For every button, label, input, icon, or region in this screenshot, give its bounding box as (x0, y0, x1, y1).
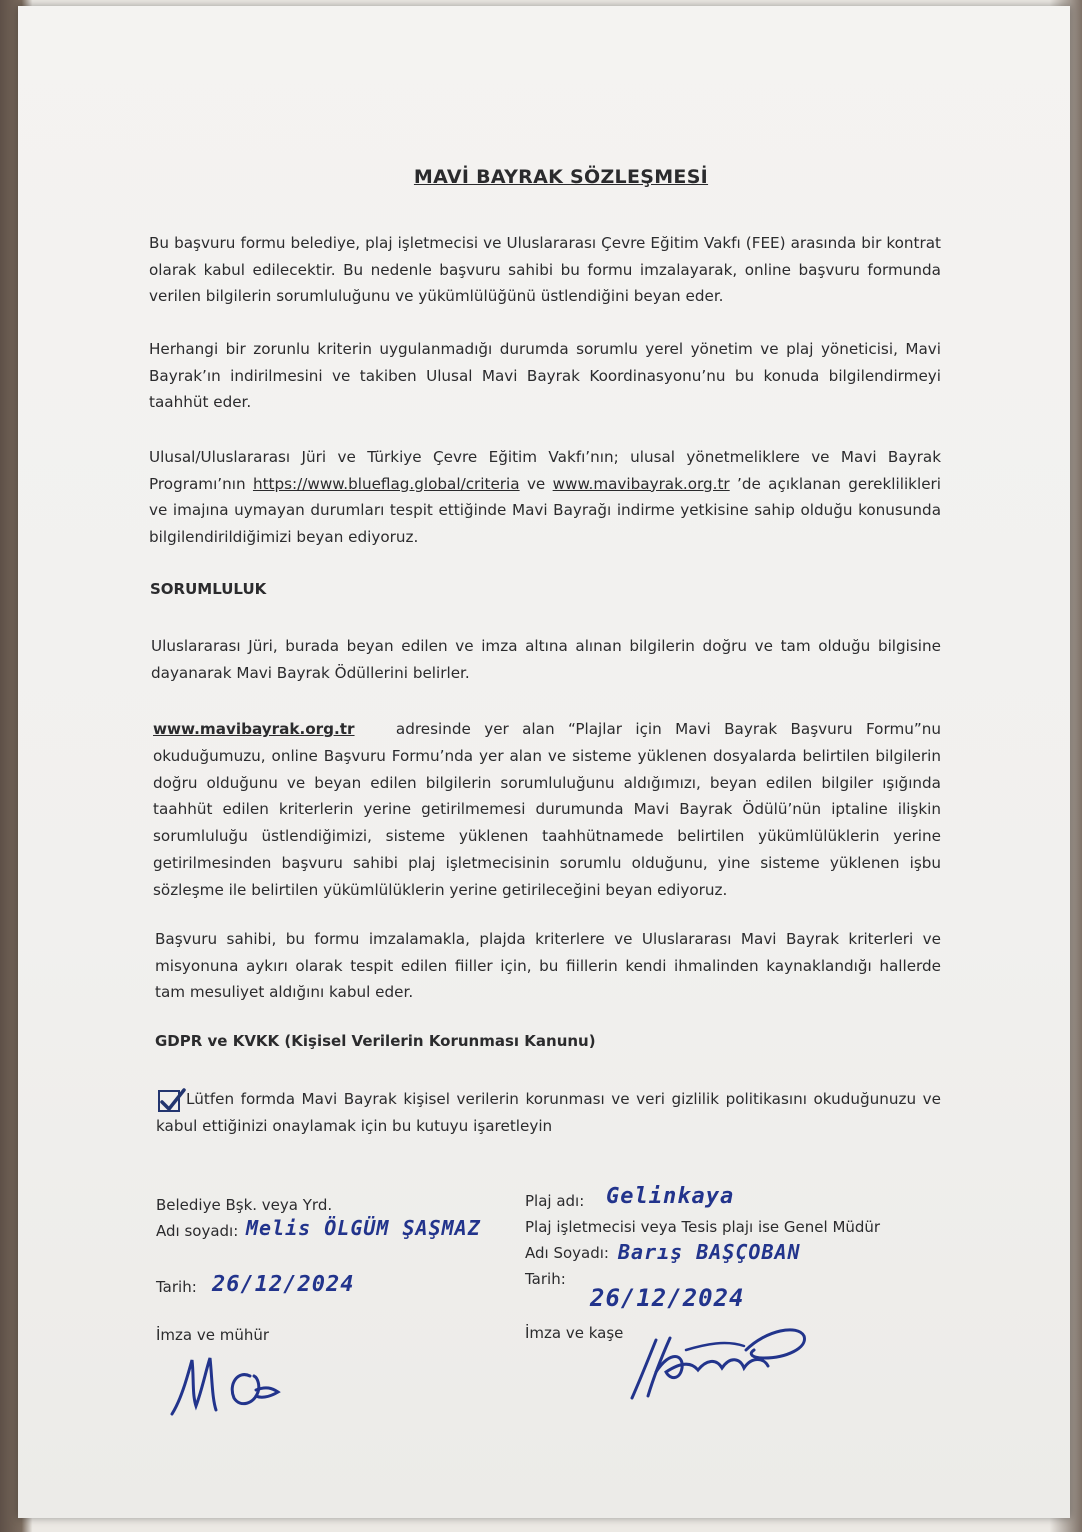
paragraph-jury-authority (149, 444, 941, 550)
left-date-label: Tarih: (156, 1278, 197, 1296)
contract-page (18, 6, 1070, 1518)
paragraph-obligation: Herhangi bir zorunlu kriterin uygulanmadığı durumda sorumlu yerel yönetim ve plaj yöneticisi, Mavi Bayrak’ın indirilmesini ve takiben Ulusal Mavi Bayrak Koordinasyonu’nu bu konuda bilgilendirmeyi taahhüt eder. (149, 340, 941, 411)
paragraph-declaration-text: adresinde yer alan “Plajlar için Mavi Bayrak Başvuru Formu”nu okuduğumuzu, online Başvuru Formu’nda yer alan ve sisteme yüklenen dosyalarda belirtilen bilgilerin doğru olduğunu ve beyan edilen bilgilerin sorumluluğunu aldığımızı, beyan edilen bilgiler ışığında taahhüt edilen kriterlerin yerine getirilmemesi durumunda Mavi Bayrak Ödülü’nün iptaline ilişkin sorumluluğu üstlendiğimizi, sisteme yüklenen taahhütnamede belirtilen yükümlülüklerin yerine getirilmesinden başvuru sahibi plaj işletmecisinin sorumlu olduğunu, yine sisteme yüklenen işbu sözleşme ile belirtilen yükümlülüklerin yerine getirileceğini beyan ediyoruz. (153, 720, 941, 899)
heading-responsibility: SORUMLULUK (150, 580, 267, 598)
right-name-label: Adı Soyadı: (525, 1244, 609, 1262)
right-role-label: Plaj işletmecisi veya Tesis plajı ise Genel Müdür (525, 1218, 881, 1236)
paragraph-declaration (153, 716, 941, 904)
left-role-label: Belediye Bşk. veya Yrd. (156, 1196, 333, 1214)
left-date-handwritten: 26/12/2024 (212, 1272, 355, 1297)
document-title: MAVİ BAYRAK SÖZLEŞMESİ (413, 166, 709, 188)
paragraph-jury-text-1: Ulusal/Uluslararası Jüri ve Türkiye Çevre Eğitim Vakfı’nın; ulusal yönetmeliklere ve Mavi Bayrak Programı’nın (149, 448, 941, 493)
consent-text: Lütfen formda Mavi Bayrak kişisel verilerin korunması ve veri gizlilik politikasını okuduğunuzu ve kabul ettiğinizi onaylamak için bu kutuyu işaretleyin (156, 1090, 941, 1135)
left-name-handwritten: Melis ÖLGÜM ŞAŞMAZ (246, 1216, 481, 1240)
right-name-handwritten: Barış BAŞÇOBAN (618, 1240, 801, 1264)
paragraph-jury-decision: Uluslararası Jüri, burada beyan edilen ve imza altına alınan bilgilerin doğru ve tam olduğu bilgisine dayanarak Mavi Bayrak Ödüllerini belirler. (151, 637, 941, 682)
paragraph-jury-and: ve (526, 474, 546, 493)
mavibayrak-link[interactable]: www.mavibayrak.org.tr (552, 474, 730, 493)
heading-gdpr: GDPR ve KVKK (Kişisel Verilerin Korunması Kanunu) (155, 1032, 596, 1050)
right-date-label: Tarih: (525, 1270, 566, 1288)
left-sign-label: İmza ve mühür (156, 1326, 270, 1344)
paragraph-contract-intro: Bu başvuru formu belediye, plaj işletmecisi ve Uluslararası Çevre Eğitim Vakfı (FEE) arasında bir kontrat olarak kabul edilecektir. Bu nedenle başvuru sahibi bu formu imzalayarak, online başvuru formunda verilen bilgilerin sorumluluğunu ve yükümlülüğünü üstlendiğini beyan eder. (149, 234, 941, 305)
paragraph-jury-text-2: ’de açıklanan gereklilikleri ve imajına uymayan durumları tespit ettiğinde Mavi Bayrağı indirme yetkisine sahip olduğu konusunda bilgilendirildiğimizi beyan ediyoruz. (149, 474, 942, 546)
left-name-label: Adı soyadı: (156, 1222, 239, 1240)
right-beach-label: Plaj adı: (525, 1192, 585, 1210)
right-signature-image (626, 1310, 811, 1405)
right-sign-label: İmza ve kaşe (525, 1324, 624, 1342)
right-beach-handwritten: Gelinkaya (606, 1184, 735, 1209)
blueflag-criteria-link[interactable]: https://www.blueflag.global/criteria (252, 474, 520, 493)
mavibayrak-link-bold[interactable]: www.mavibayrak.org.tr (153, 720, 355, 738)
left-signature-image (168, 1346, 298, 1421)
right-date-handwritten: 26/12/2024 (590, 1284, 745, 1312)
paragraph-liability: Başvuru sahibi, bu formu imzalamakla, plajda kriterlere ve Uluslararası Mavi Bayrak kriterleri ve misyonuna aykırı olarak tespit edilen fiiller için, bu fiillerin kendi ihmalinden kaynaklandığı hallerde tam mesuliyet aldığını kabul eder. (155, 930, 941, 1001)
